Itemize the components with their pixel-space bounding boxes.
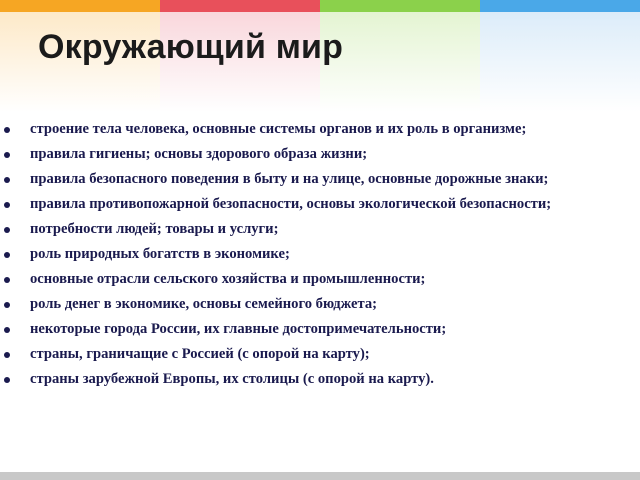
bullet-dot-icon: [4, 327, 10, 333]
slide-content: [0, 118, 640, 393]
bullet-item: [0, 218, 640, 240]
bullet-dot-icon: [4, 127, 10, 133]
background-stripe: [480, 12, 640, 112]
bullet-text: роль природных богатств в экономике;: [30, 246, 290, 262]
bullet-dot-icon: [4, 302, 10, 308]
top-bar-segment: [0, 0, 160, 12]
top-bar-segment: [320, 0, 480, 12]
bullet-text: некоторые города России, их главные достопримечательности;: [30, 321, 447, 337]
bullet-item: [0, 143, 640, 165]
bullet-item: [0, 193, 640, 215]
bullet-text: потребности людей; товары и услуги;: [30, 221, 279, 237]
bullet-item: [0, 268, 640, 290]
bullet-dot-icon: [4, 152, 10, 158]
bullet-dot-icon: [4, 202, 10, 208]
bullet-text: строение тела человека, основные системы органов и их роль в организме;: [30, 121, 527, 137]
bullet-dot-icon: [4, 277, 10, 283]
bullet-text: роль денег в экономике, основы семейного бюджета;: [30, 296, 378, 312]
bullet-dot-icon: [4, 252, 10, 258]
bullet-item: [0, 293, 640, 315]
top-color-bar: [0, 0, 640, 12]
top-bar-segment: [160, 0, 320, 12]
bullet-text: основные отрасли сельского хозяйства и промышленности;: [30, 271, 426, 287]
bullet-list: [0, 118, 640, 390]
bullet-dot-icon: [4, 377, 10, 383]
background-stripe: [320, 12, 480, 112]
bullet-item: [0, 118, 640, 140]
bullet-item: [0, 368, 640, 390]
bullet-text: правила гигиены; основы здорового образа жизни;: [30, 146, 368, 162]
bullet-item: [0, 243, 640, 265]
bottom-bar: [0, 472, 640, 480]
bullet-item: [0, 168, 640, 190]
bullet-dot-icon: [4, 177, 10, 183]
bullet-text: страны, граничащие с Россией (с опорой на карту);: [30, 346, 370, 362]
slide-title: Окружающий мир: [38, 28, 344, 66]
bullet-item: [0, 318, 640, 340]
bullet-dot-icon: [4, 227, 10, 233]
bullet-text: страны зарубежной Европы, их столицы (с опорой на карту).: [30, 371, 434, 387]
bullet-text: правила противопожарной безопасности, основы экологической безопасности;: [30, 196, 552, 212]
bullet-item: [0, 343, 640, 365]
bullet-text: правила безопасного поведения в быту и на улице, основные дорожные знаки;: [30, 171, 549, 187]
top-bar-segment: [480, 0, 640, 12]
bullet-dot-icon: [4, 352, 10, 358]
